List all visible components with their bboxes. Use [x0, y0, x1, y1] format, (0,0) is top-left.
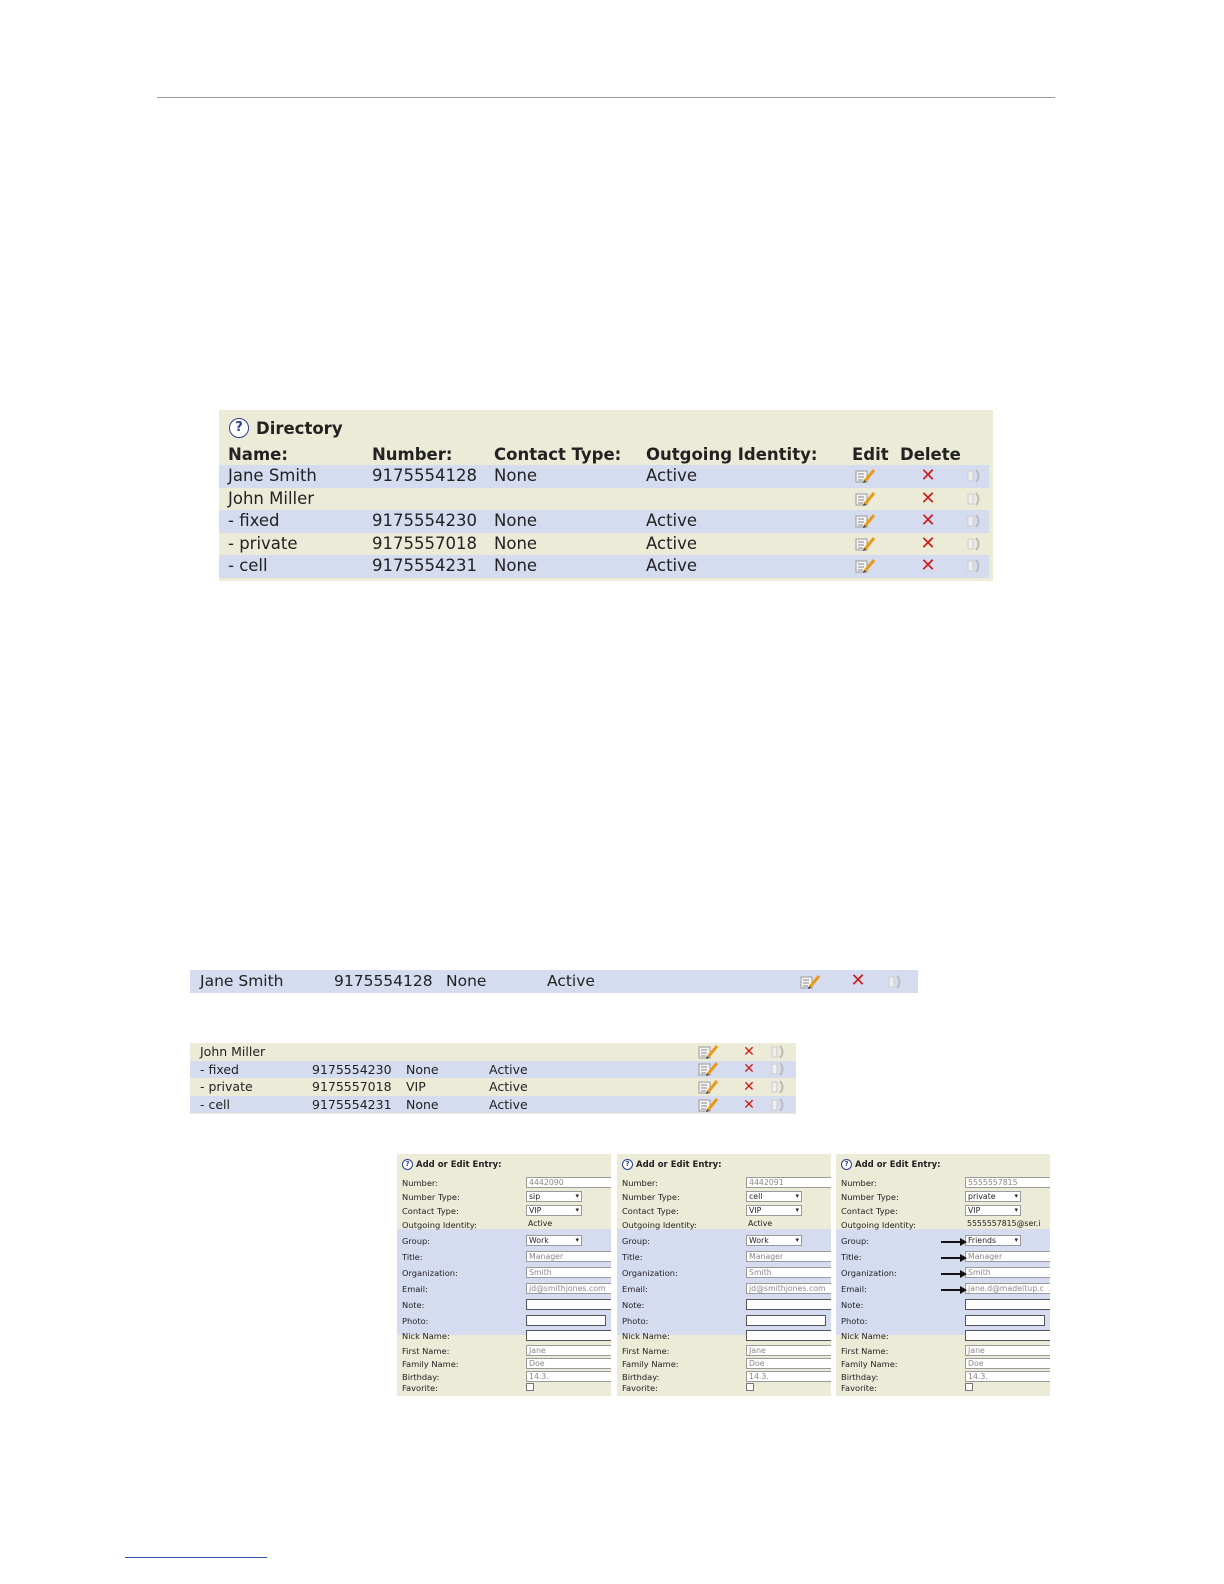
row-number: 9175557018	[312, 1079, 392, 1095]
row-contact-type: None	[494, 556, 538, 575]
label-favorite: Favorite:	[622, 1383, 658, 1393]
label-favorite: Favorite:	[841, 1383, 877, 1393]
row-contact-type: None	[406, 1096, 439, 1112]
group-select[interactable]: Friends ▾	[965, 1235, 1021, 1246]
delete-icon[interactable]: ✕	[920, 555, 936, 577]
row-outgoing-identity: Active	[646, 511, 698, 530]
number-type-select[interactable]: cell ▾	[746, 1191, 802, 1202]
delete-icon[interactable]: ✕	[743, 1078, 755, 1095]
label-birthday: Birthday:	[622, 1372, 660, 1382]
label-organization: Organization:	[841, 1268, 897, 1278]
directory-title: Directory	[256, 418, 343, 438]
photo-field[interactable]	[746, 1315, 826, 1326]
nick-name-field[interactable]	[526, 1330, 611, 1341]
row-contact-type: None	[406, 1061, 439, 1077]
row-number: 9175554231	[312, 1096, 392, 1112]
row-number: 9175557018	[372, 533, 477, 553]
header-contact-type: Contact Type:	[494, 445, 622, 464]
label-group: Group:	[622, 1236, 651, 1246]
delete-icon[interactable]: ✕	[920, 465, 936, 487]
edit-icon[interactable]	[855, 491, 875, 507]
form-title-text: Add or Edit Entry:	[855, 1159, 941, 1170]
label-first-name: First Name:	[402, 1346, 450, 1356]
email-field[interactable]: jd@smithjones.com	[526, 1283, 611, 1294]
row-outgoing-identity: Active	[646, 466, 698, 485]
sound-icon[interactable]	[771, 1061, 787, 1077]
outgoing-identity-value: Active	[528, 1219, 553, 1228]
label-favorite: Favorite:	[402, 1383, 438, 1393]
help-icon[interactable]: ?	[229, 418, 249, 438]
label-note: Note:	[841, 1300, 864, 1310]
label-email: Email:	[622, 1284, 648, 1294]
sound-icon[interactable]	[771, 1044, 787, 1060]
favorite-checkbox[interactable]	[746, 1383, 754, 1391]
label-birthday: Birthday:	[402, 1372, 440, 1382]
group-select[interactable]: Work ▾	[526, 1235, 582, 1246]
organization-field[interactable]: Smith	[746, 1267, 831, 1278]
label-group: Group:	[402, 1236, 431, 1246]
contact-type-select[interactable]: VIP ▾	[965, 1205, 1021, 1216]
photo-field[interactable]	[526, 1315, 606, 1326]
title-field-field[interactable]: Manager	[746, 1251, 831, 1262]
header-rule	[157, 97, 1055, 98]
number-type-select[interactable]: sip ▾	[526, 1191, 582, 1202]
label-photo: Photo:	[402, 1316, 429, 1326]
edit-icon[interactable]	[698, 1044, 718, 1060]
form-title	[402, 1159, 502, 1170]
help-icon[interactable]: ?	[841, 1159, 852, 1170]
form-title-text: Add or Edit Entry:	[636, 1159, 722, 1170]
label-nick-name: Nick Name:	[402, 1331, 450, 1341]
label-photo: Photo:	[841, 1316, 868, 1326]
label-title-field: Title:	[622, 1252, 643, 1262]
label-organization: Organization:	[622, 1268, 678, 1278]
title-field-field[interactable]: Manager	[526, 1251, 611, 1262]
row-name: Jane Smith	[228, 466, 317, 485]
row-outgoing-identity: Active	[489, 1096, 528, 1112]
email-field[interactable]: jane.d@madeitup.c	[965, 1283, 1050, 1294]
birthday-field[interactable]: 14.3.	[965, 1371, 1050, 1382]
row-outgoing-identity: Active	[547, 972, 595, 990]
label-note: Note:	[622, 1300, 645, 1310]
label-first-name: First Name:	[622, 1346, 670, 1356]
sound-icon[interactable]	[967, 536, 983, 552]
delete-icon[interactable]: ✕	[743, 1061, 755, 1078]
row-name: - cell	[228, 556, 268, 575]
arrow-icon	[941, 1273, 965, 1275]
table-row[interactable]	[190, 1043, 796, 1061]
form-title-text: Add or Edit Entry:	[416, 1159, 502, 1170]
table-row[interactable]	[219, 555, 989, 578]
contact-type-select[interactable]: VIP ▾	[526, 1205, 582, 1216]
label-number: Number:	[622, 1178, 658, 1188]
table-row[interactable]	[190, 1078, 796, 1096]
edit-icon[interactable]	[855, 513, 875, 529]
family-name-field[interactable]: Doe	[746, 1358, 831, 1369]
row-outgoing-identity: Active	[489, 1079, 528, 1095]
birthday-field[interactable]: 14.3.	[526, 1371, 611, 1382]
row-number: 9175554231	[372, 556, 477, 575]
row-contact-type: None	[494, 533, 538, 553]
birthday-field[interactable]: 14.3.	[746, 1371, 831, 1382]
email-field[interactable]: jd@smithjones.com	[746, 1283, 831, 1294]
label-family-name: Family Name:	[402, 1359, 459, 1369]
label-contact-type: Contact Type:	[622, 1206, 679, 1216]
number-type-select[interactable]: private ▾	[965, 1191, 1021, 1202]
label-email: Email:	[402, 1284, 428, 1294]
help-icon[interactable]: ?	[622, 1159, 633, 1170]
table-row[interactable]	[219, 465, 989, 488]
delete-icon[interactable]: ✕	[920, 487, 936, 509]
sound-icon[interactable]	[967, 468, 983, 484]
row-number: 9175554230	[312, 1061, 392, 1077]
row-name: - private	[228, 533, 298, 553]
header-edit: Edit	[852, 445, 889, 464]
row-outgoing-identity: Active	[646, 556, 698, 575]
header-outgoing-identity: Outgoing Identity:	[646, 445, 818, 464]
label-family-name: Family Name:	[622, 1359, 679, 1369]
delete-icon[interactable]: ✕	[850, 970, 866, 991]
row-contact-type: None	[494, 466, 538, 485]
favorite-checkbox[interactable]	[965, 1383, 973, 1391]
nick-name-field[interactable]	[965, 1330, 1050, 1341]
row-name: - fixed	[228, 511, 280, 530]
label-organization: Organization:	[402, 1268, 458, 1278]
label-birthday: Birthday:	[841, 1372, 879, 1382]
row-outgoing-identity: Active	[646, 533, 698, 553]
sound-icon[interactable]	[967, 558, 983, 574]
label-family-name: Family Name:	[841, 1359, 898, 1369]
delete-icon[interactable]: ✕	[920, 532, 936, 554]
family-name-field[interactable]: Doe	[526, 1358, 611, 1369]
label-number-type: Number Type:	[841, 1192, 899, 1202]
label-number-type: Number Type:	[622, 1192, 680, 1202]
outgoing-identity-value: 5555557815@ser.i	[967, 1219, 1041, 1228]
edit-icon[interactable]	[855, 558, 875, 574]
label-number: Number:	[841, 1178, 877, 1188]
label-number: Number:	[402, 1178, 438, 1188]
label-note: Note:	[402, 1300, 425, 1310]
row-name: John Miller	[200, 1044, 266, 1059]
add-edit-entry-form	[617, 1154, 831, 1396]
outgoing-identity-value: Active	[748, 1219, 773, 1228]
edit-icon[interactable]	[800, 974, 820, 990]
header-name: Name:	[228, 445, 288, 464]
row-outgoing-identity: Active	[489, 1061, 528, 1077]
note-field[interactable]	[526, 1299, 611, 1310]
add-edit-entry-form	[397, 1154, 611, 1396]
add-edit-entry-form	[836, 1154, 1050, 1396]
delete-icon[interactable]: ✕	[743, 1043, 755, 1060]
directory-compact	[190, 1043, 796, 1114]
arrow-icon	[941, 1241, 965, 1243]
sound-icon[interactable]	[771, 1097, 787, 1113]
table-row[interactable]	[190, 1096, 796, 1114]
directory-row-single[interactable]	[190, 970, 918, 993]
family-name-field[interactable]: Doe	[965, 1358, 1050, 1369]
label-first-name: First Name:	[841, 1346, 889, 1356]
note-field[interactable]	[965, 1299, 1050, 1310]
photo-field[interactable]	[965, 1315, 1045, 1326]
form-title	[841, 1159, 941, 1170]
label-title-field: Title:	[841, 1252, 862, 1262]
row-number: 9175554128	[334, 972, 433, 990]
label-contact-type: Contact Type:	[402, 1206, 459, 1216]
directory-panel	[219, 410, 993, 581]
sound-icon[interactable]	[967, 491, 983, 507]
delete-icon[interactable]: ✕	[743, 1096, 755, 1113]
row-name: - cell	[200, 1096, 230, 1112]
header-number: Number:	[372, 445, 453, 464]
edit-icon[interactable]	[855, 468, 875, 484]
nick-name-field[interactable]	[746, 1330, 831, 1341]
row-contact-type: VIP	[406, 1079, 426, 1095]
label-title-field: Title:	[402, 1252, 423, 1262]
first-name-field[interactable]: Jane	[526, 1345, 611, 1356]
number-field[interactable]: 4442090	[526, 1177, 611, 1188]
label-outgoing-identity: Outgoing Identity:	[841, 1220, 916, 1230]
row-name: - private	[200, 1079, 253, 1095]
row-name: - fixed	[200, 1061, 239, 1077]
arrow-icon	[941, 1257, 965, 1259]
row-number: 9175554230	[372, 511, 477, 530]
label-nick-name: Nick Name:	[841, 1331, 889, 1341]
favorite-checkbox[interactable]	[526, 1383, 534, 1391]
row-name: Jane Smith	[200, 972, 284, 990]
group-select[interactable]: Work ▾	[746, 1235, 802, 1246]
label-number-type: Number Type:	[402, 1192, 460, 1202]
edit-icon[interactable]	[855, 536, 875, 552]
table-row[interactable]	[219, 488, 989, 511]
row-contact-type: None	[494, 511, 538, 530]
arrow-icon	[941, 1289, 965, 1291]
sound-icon[interactable]	[967, 513, 983, 529]
organization-field[interactable]: Smith	[526, 1267, 611, 1278]
number-field[interactable]: 4442091	[746, 1177, 831, 1188]
number-field[interactable]: 5555557815	[965, 1177, 1050, 1188]
note-field[interactable]	[746, 1299, 831, 1310]
label-outgoing-identity: Outgoing Identity:	[622, 1220, 697, 1230]
label-outgoing-identity: Outgoing Identity:	[402, 1220, 477, 1230]
sound-icon[interactable]	[771, 1079, 787, 1095]
label-group: Group:	[841, 1236, 870, 1246]
first-name-field[interactable]: Jane	[965, 1345, 1050, 1356]
footer-rule	[125, 1557, 267, 1558]
table-row[interactable]	[190, 1061, 796, 1079]
label-nick-name: Nick Name:	[622, 1331, 670, 1341]
delete-icon[interactable]: ✕	[920, 510, 936, 532]
label-photo: Photo:	[622, 1316, 649, 1326]
row-number: 9175554128	[372, 466, 477, 485]
table-row[interactable]	[219, 510, 989, 533]
directory-header	[219, 444, 993, 466]
row-contact-type: None	[446, 972, 487, 990]
first-name-field[interactable]: Jane	[746, 1345, 831, 1356]
organization-field[interactable]: Smith	[965, 1267, 1050, 1278]
contact-type-select[interactable]: VIP ▾	[746, 1205, 802, 1216]
table-row[interactable]	[219, 533, 989, 556]
form-title	[622, 1159, 722, 1170]
row-name: John Miller	[228, 488, 315, 508]
label-email: Email:	[841, 1284, 867, 1294]
edit-icon[interactable]	[698, 1097, 718, 1113]
edit-icon[interactable]	[698, 1079, 718, 1095]
edit-icon[interactable]	[698, 1061, 718, 1077]
header-delete: Delete	[900, 445, 961, 464]
sound-icon[interactable]	[888, 974, 904, 990]
title-field-field[interactable]: Manager	[965, 1251, 1050, 1262]
label-contact-type: Contact Type:	[841, 1206, 898, 1216]
directory-title-row	[229, 416, 343, 440]
help-icon[interactable]: ?	[402, 1159, 413, 1170]
